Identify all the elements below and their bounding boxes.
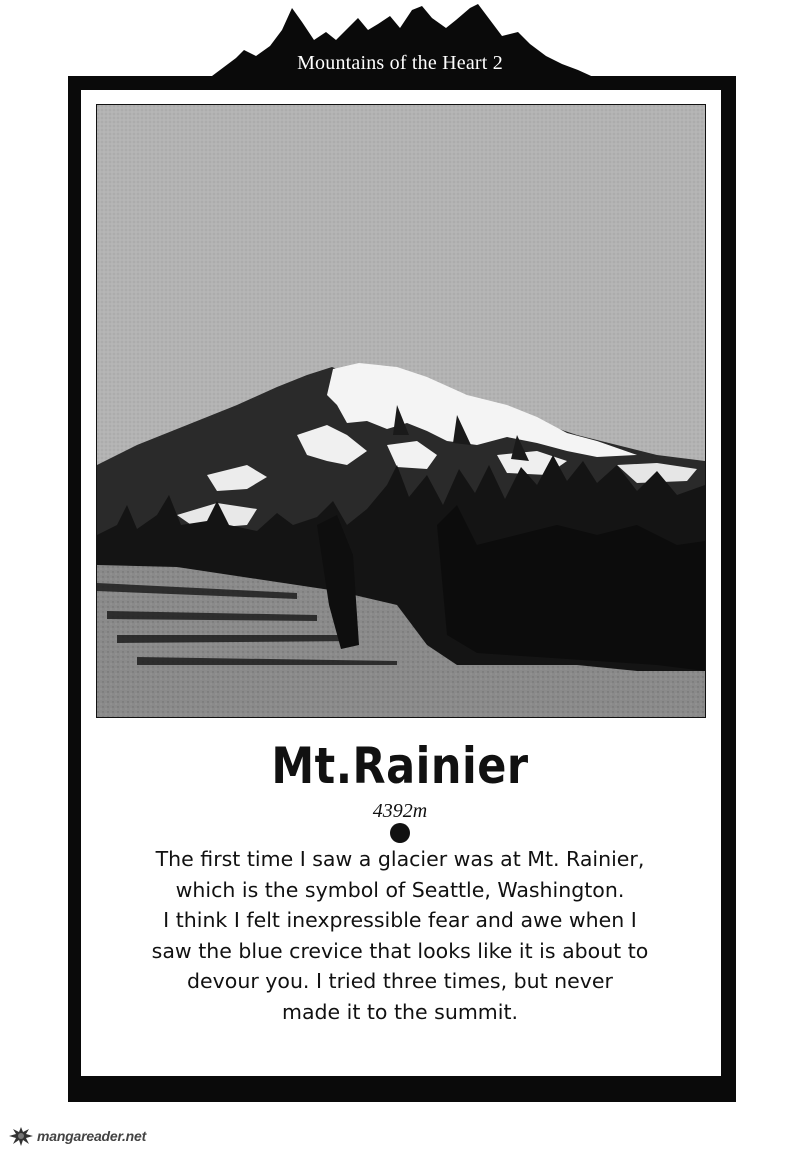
description-line: which is the symbol of Seattle, Washington.	[175, 877, 625, 902]
mountain-elevation: 4392m	[372, 800, 428, 822]
description-line: devour you. I tried three times, but never	[187, 969, 613, 993]
description-line: I think I felt inexpressible fear and awe when I	[163, 908, 637, 932]
description-line: made it to the summit.	[281, 999, 519, 1024]
bullet-dot-icon	[390, 823, 410, 843]
description-line: The first time I saw a glacier was at Mt. Rainier,	[155, 847, 645, 871]
mountain-description	[110, 844, 690, 1027]
mountain-name: Mt.Rainier	[271, 738, 529, 796]
description-line: saw the blue crevice that looks like it is about to	[151, 938, 649, 963]
watermark	[8, 1124, 146, 1148]
watermark-text: mangareader.net	[37, 1128, 147, 1144]
mountain-illustration	[96, 104, 706, 718]
page-title: Mountains of the Heart 2	[297, 52, 503, 74]
splat-logo-icon	[8, 1125, 34, 1147]
